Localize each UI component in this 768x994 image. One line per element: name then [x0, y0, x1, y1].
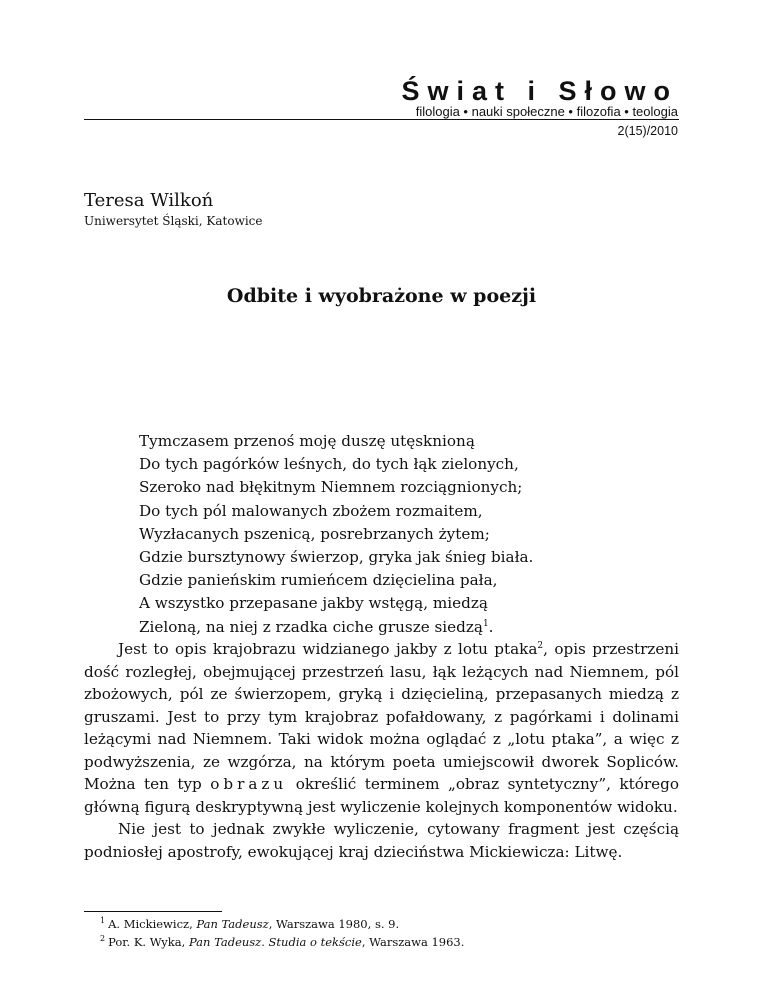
paragraph-1-text-b: , opis przestrzeni dość rozległej, obejmującej przestrzeń lasu, łąk leżących nad Niemnem, pól zbożowych, pól ze świerzopem, gryką i dzięcieliną, przepasanych miedzą z gruszami. Jest to przy tym krajobraz pofałdowany, z pagórkami i dolinami leżącymi nad Niemnem. Taki widok można oglądać z „lotu ptaka”, a więc z podwyższenia, ze wzgórza, na którym poeta umiejscowił dworek Sopliców. Można ten typ	[84, 640, 679, 793]
paragraph-1-text-a: Jest to opis krajobrazu widzianego jakby z lotu ptaka	[118, 640, 538, 658]
journal-subtitle: filologia • nauki społeczne • filozofia • teologia	[415, 104, 678, 119]
footnote-1	[100, 915, 680, 933]
poem-line: Gdzie bursztynowy świerzop, gryka jak śnieg biała.	[139, 547, 534, 566]
poem-line: Tymczasem przenoś moję duszę utęsknioną	[139, 432, 475, 450]
article-body	[84, 638, 679, 863]
header-rule	[84, 119, 679, 120]
footnote-mark: 1	[100, 916, 106, 926]
footnote-author: A. Mickiewicz,	[108, 917, 197, 931]
paragraph-1-text-c: określić terminem „obraz syntetyczny”, którego główną figurą deskryptywną jest wyliczenie kolejnych komponentów widoku.	[84, 775, 679, 816]
paragraph-2: Nie jest to jednak zwykłe wyliczenie, cytowany fragment jest częścią podniosłej apostrofy, ewokującej kraj dzieciństwa Mickiewicza: Litwę.	[84, 820, 679, 861]
poem-last-line-text: Zieloną, na niej z rzadka ciche grusze siedzą	[139, 617, 483, 636]
poem-line: Gdzie panieńskim rumieńcem dzięcielina pała,	[139, 571, 498, 590]
author-name: Teresa Wilkoń	[84, 190, 214, 211]
poem-line: Szeroko nad błękitnym Niemnem rozciągnionych;	[139, 478, 523, 497]
issue-number: 2(15)/2010	[617, 124, 678, 138]
footnote-work-title: Pan Tadeusz. Studia o tekście	[188, 935, 362, 949]
footnotes	[100, 915, 680, 951]
poem-line: A wszystko przepasane jakby wstęgą, miedzą	[139, 594, 488, 613]
poem-quote	[139, 430, 679, 639]
footnote-ref-1[interactable]: 1	[482, 618, 489, 629]
footnote-rest: , Warszawa 1963.	[361, 935, 465, 949]
footnote-2	[100, 933, 680, 951]
poem-line: Do tych pagórków leśnych, do tych łąk zielonych,	[139, 455, 519, 474]
footnote-rule	[84, 911, 222, 912]
footnote-work-title: Pan Tadeusz	[196, 917, 269, 931]
poem-line: Zieloną, na niej z rzadka ciche grusze siedzą$^1$.	[139, 617, 494, 636]
poem-line: Wyzłacanych pszenicą, posrebrzanych żytem;	[139, 524, 490, 543]
paragraph-1	[84, 638, 679, 818]
spaced-term: obrazu	[210, 775, 288, 793]
footnote-mark: 2	[100, 934, 106, 944]
poem-line: Do tych pól malowanych zbożem rozmaitem,	[139, 501, 483, 520]
footnote-ref-2[interactable]: 2	[537, 640, 544, 651]
journal-title: Świat i Słowo	[401, 76, 678, 106]
footnote-rest: , Warszawa 1980, s. 9.	[268, 917, 400, 931]
author-affiliation: Uniwersytet Śląski, Katowice	[84, 214, 263, 228]
footnote-author: Por. K. Wyka,	[108, 935, 189, 949]
article-title: Odbite i wyobrażone w poezji	[226, 285, 537, 307]
